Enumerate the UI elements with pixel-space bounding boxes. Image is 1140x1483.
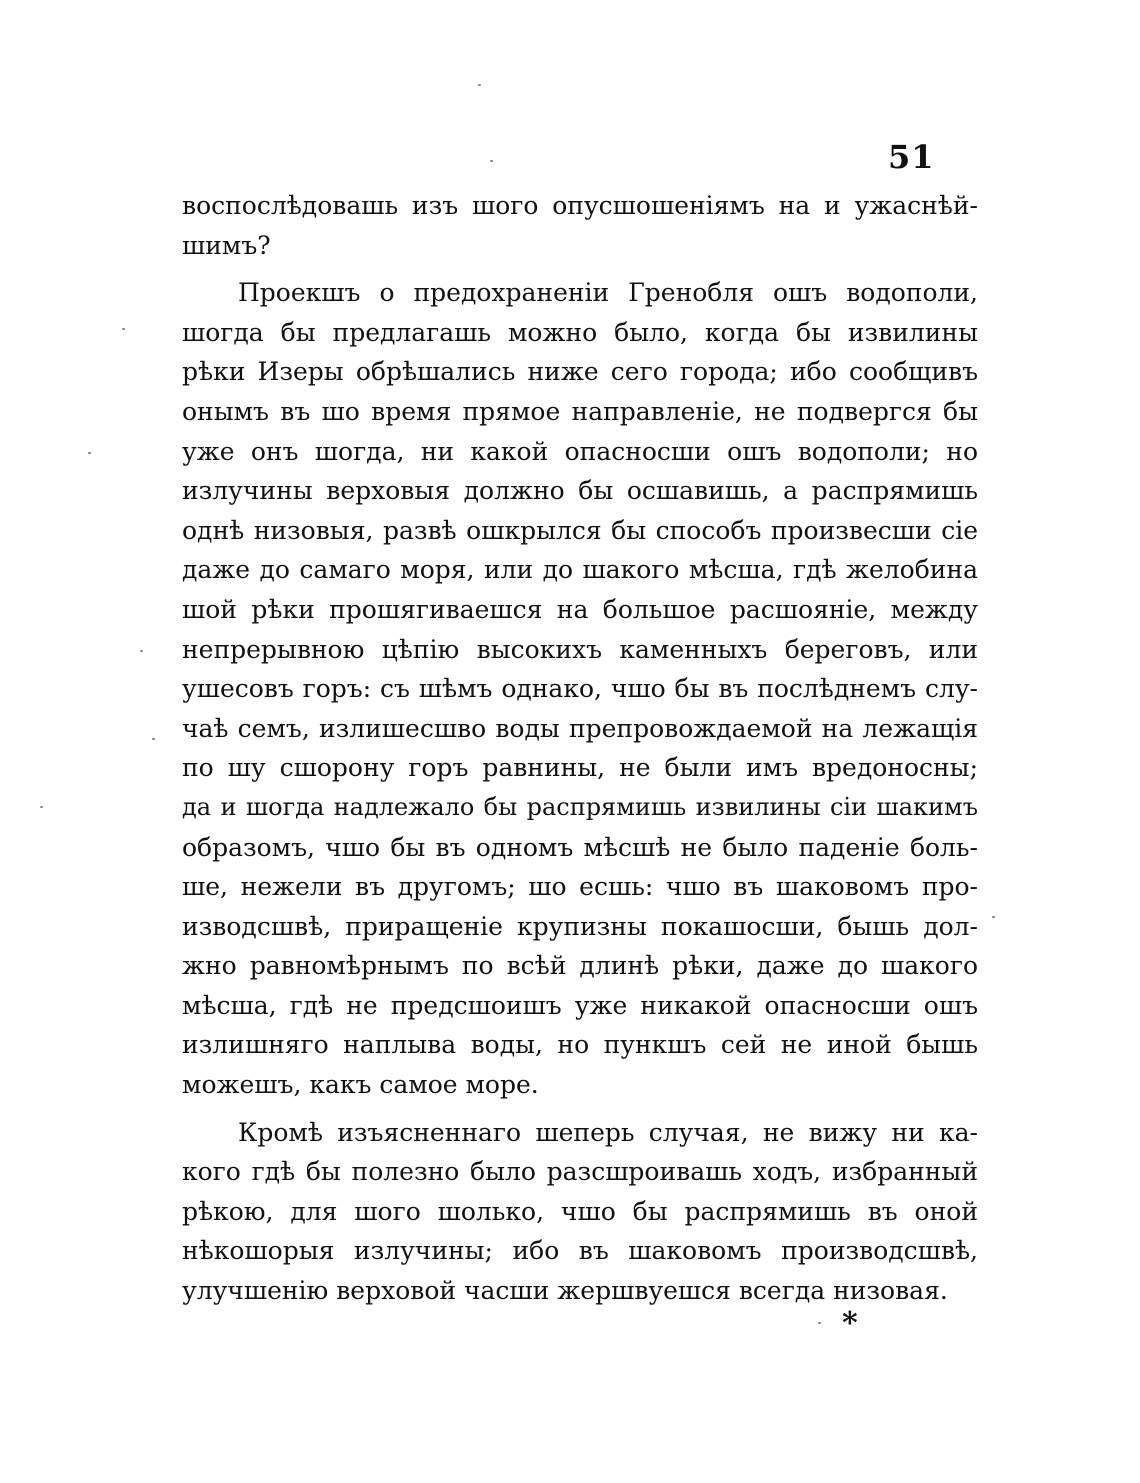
paragraph-grenoble-project <box>182 273 978 1104</box>
scan-speck <box>152 738 155 740</box>
text-line: Проекшъ о предохраненiи Гренобля ошъ водополи, <box>238 278 978 308</box>
text-line: даже до самаго моря, или до шакого мѣсша, гдѣ желобина <box>182 555 978 585</box>
scan-speck <box>122 328 125 330</box>
text-line: уже онъ шогда, ни какой опасносши ошъ водополи; но <box>182 436 978 466</box>
scan-speck <box>818 1322 821 1324</box>
text-line: жно равномѣрнымъ по всѣй длинѣ рѣки, даже до шакого <box>182 951 978 981</box>
text-line: излучины верховыя должно бы осшавишь, а распрямишь <box>182 476 978 506</box>
text-line: чаѣ семъ, излишесшво воды препровождаемой на лежащiя <box>182 713 978 743</box>
paragraph-river-course <box>182 1113 978 1311</box>
text-line: кого гдѣ бы полезно было разсшроивашь ходъ, избранный <box>182 1157 978 1187</box>
text-line: ушесовъ горъ: съ шѣмъ однако, чшо бы въ послѣднемъ слу- <box>182 674 978 704</box>
body-text <box>182 186 978 1311</box>
text-line: образомъ, чшо бы въ одномъ мѣсшѣ не было паденiе боль- <box>182 832 978 862</box>
text-line: непрерывною цѣпiю высокихъ каменныхъ береговъ, или <box>182 634 978 664</box>
text-line: шимъ? <box>182 230 271 260</box>
text-line: да и шогда надлежало бы распрямишь извилины сiи шакимъ <box>182 792 978 821</box>
scan-speck <box>40 806 43 808</box>
paragraph-gap <box>182 265 978 273</box>
text-line: однѣ низовыя, развѣ ошкрылся бы способъ произвесши сiе <box>182 515 978 545</box>
text-line: шой рѣки прошягиваешся на большое расшоянiе, между <box>182 594 978 624</box>
scan-speck <box>140 650 143 652</box>
text-line: ше, нежели въ другомъ; шо есшь: чшо въ шаковомъ про- <box>182 872 978 902</box>
signature-mark: * <box>842 1306 858 1341</box>
scan-speck <box>478 84 481 86</box>
text-line: шогда бы предлагашь можно было, когда бы извилины <box>182 317 978 347</box>
text-line: по шу сшорону горъ равнины, не были имъ вредоносны; <box>182 753 978 783</box>
paragraph-continuation <box>182 186 978 265</box>
text-line: мѣсша, гдѣ не предсшоишъ уже никакой опасносши ошъ <box>182 990 978 1020</box>
text-line: Кромѣ изъясненнаго шеперь случая, не вижу ни ка- <box>238 1117 978 1147</box>
scan-speck <box>490 160 493 162</box>
scan-speck <box>88 452 91 454</box>
text-line: рѣки Изеры обрѣшались ниже сего города; ибо сообщивъ <box>182 357 978 387</box>
paragraph-gap <box>182 1105 978 1113</box>
text-line: воспослѣдовашь изъ шого опусшошенiямъ на и ужаснѣй- <box>182 191 978 220</box>
text-line: изводсшвѣ, приращенiе крупизны покашосши, бышь дол- <box>182 911 978 941</box>
scan-speck <box>992 916 995 918</box>
text-line: нѣкошорыя излучины; ибо въ шаковомъ производсшвѣ, <box>182 1236 978 1266</box>
text-line: можешъ, какъ самое море. <box>182 1070 539 1100</box>
page-number: 51 <box>888 138 935 176</box>
text-line: рѣкою, для шого шолько, чшо бы распрямишь въ оной <box>182 1196 978 1226</box>
text-line: улучшенiю верховой часши жершвуешся всегда низовая. <box>182 1276 948 1306</box>
text-line: онымъ въ шо время прямое направленiе, не подвергся бы <box>182 396 978 426</box>
text-line: излишняго наплыва воды, но пункшъ сей не иной бышь <box>182 1030 978 1060</box>
